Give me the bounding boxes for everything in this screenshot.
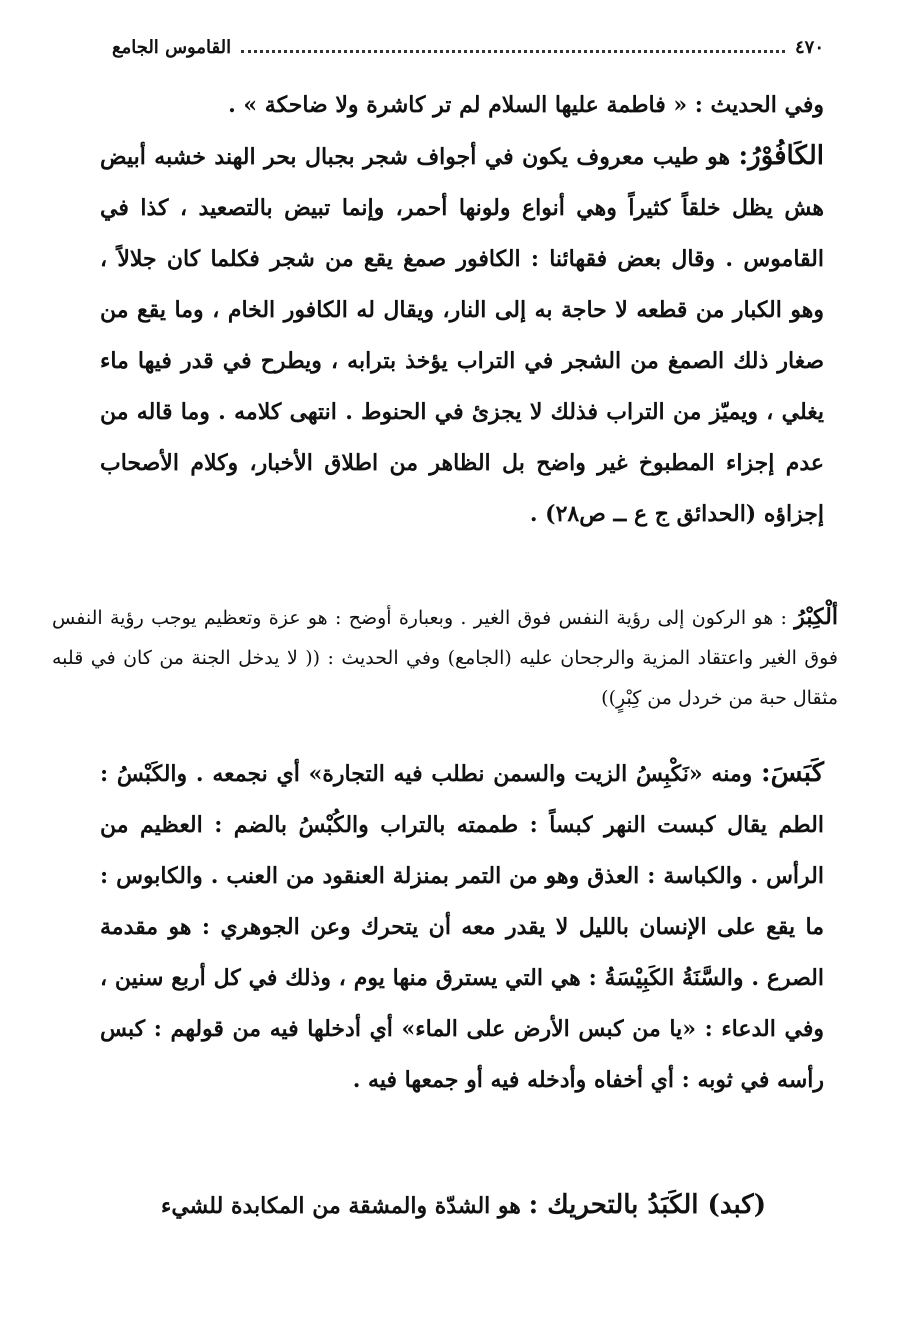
kabd-headword: (كبد) الكَبَدُ بالتحريك : — [528, 1190, 766, 1220]
kibr-definition: : هو الركون إلى رؤية النفس فوق الغير . وبعبارة أوضح : هو عزة وتعظيم يوجب رؤية النفس فوق الغير واعتقاد المزية والرجحان عليه (الجامع) وفي الحديث : (( لا يدخل الجنة من كان في قلبه مثقال حبة من خردل من كِبْرٍ)) — [52, 607, 838, 709]
kibr-headword: ألْكِبْرُ — [794, 604, 838, 630]
running-title: القاموس الجامع — [112, 36, 232, 58]
kabs-paragraph — [100, 748, 824, 1106]
hadith-fatima-line: وفي الحديث : « فاطمة عليها السلام لم تر كاشرة ولا ضاحكة » . — [228, 92, 824, 118]
page-header — [112, 30, 824, 64]
header-dotted-leader — [241, 50, 785, 53]
kabd-definition: هو الشدّة والمشقة من المكابدة للشيء — [161, 1193, 529, 1219]
kabs-headword: كَبَسَ: — [761, 758, 824, 788]
kibr-paragraph — [52, 597, 838, 718]
kafur-headword: الكَافُوْرُ: — [738, 141, 824, 171]
kabs-definition: ومنه «نَكْبِسُ الزيت والسمن نطلب فيه التجارة» أي نجمعه . والكَبْسُ : الطم يقال كبست النهر كبساً : طممته بالتراب والكُبْسُ بالضم : العظيم من الرأس . والكباسة : العذق وهو من التمر بمنزلة العنقود من العنب . والكابوس : ما يقع على الإنسان بالليل لا يقدر معه أن يتحرك وعن الجوهري : هو مقدمة الصرع . والسَّنَةُ الكَبِيْسَةُ : هي التي يسترق منها يوم ، وذلك في كل أربع سنين ، وفي الدعاء : «يا من كبس الأرض على الماء» أي أدخلها فيه من قولهم : كبس رأسه في ثوبه : أي أخفاه وأدخله فيه أو جمعها فيه . — [100, 761, 824, 1093]
page-number: ٤٧٠ — [794, 36, 824, 58]
kabd-paragraph — [86, 1180, 766, 1232]
kafur-definition: هو طيب معروف يكون في أجواف شجر بجبال بحر الهند خشبه أبيض هش يظل خلقاً كثيراً وهي أنواع ولونها أحمر، وإنما تبيض بالتصعيد ، كذا في القاموس . وقال بعض فقهائنا : الكافور صمغ يقع من شجر فكلما كان جلالاً ، وهو الكبار من قطعه لا حاجة به إلى النار، ويقال له الكافور الخام ، وما يقع من صغار ذلك الصمغ من الشجر في التراب يؤخذ بترابه ، ويطرح في قدر فيها ماء يغلي ، ويميّز من التراب فذلك لا يجزئ في الحنوط . انتهى كلامه . وما قاله من عدم إجزاء المطبوخ غير واضح بل الظاهر من اطلاق الأخبار، وكلام الأصحاب إجزاؤه (الحدائق ج ع ــ ص٢٨) . — [100, 144, 824, 527]
kafur-paragraph — [100, 80, 824, 540]
